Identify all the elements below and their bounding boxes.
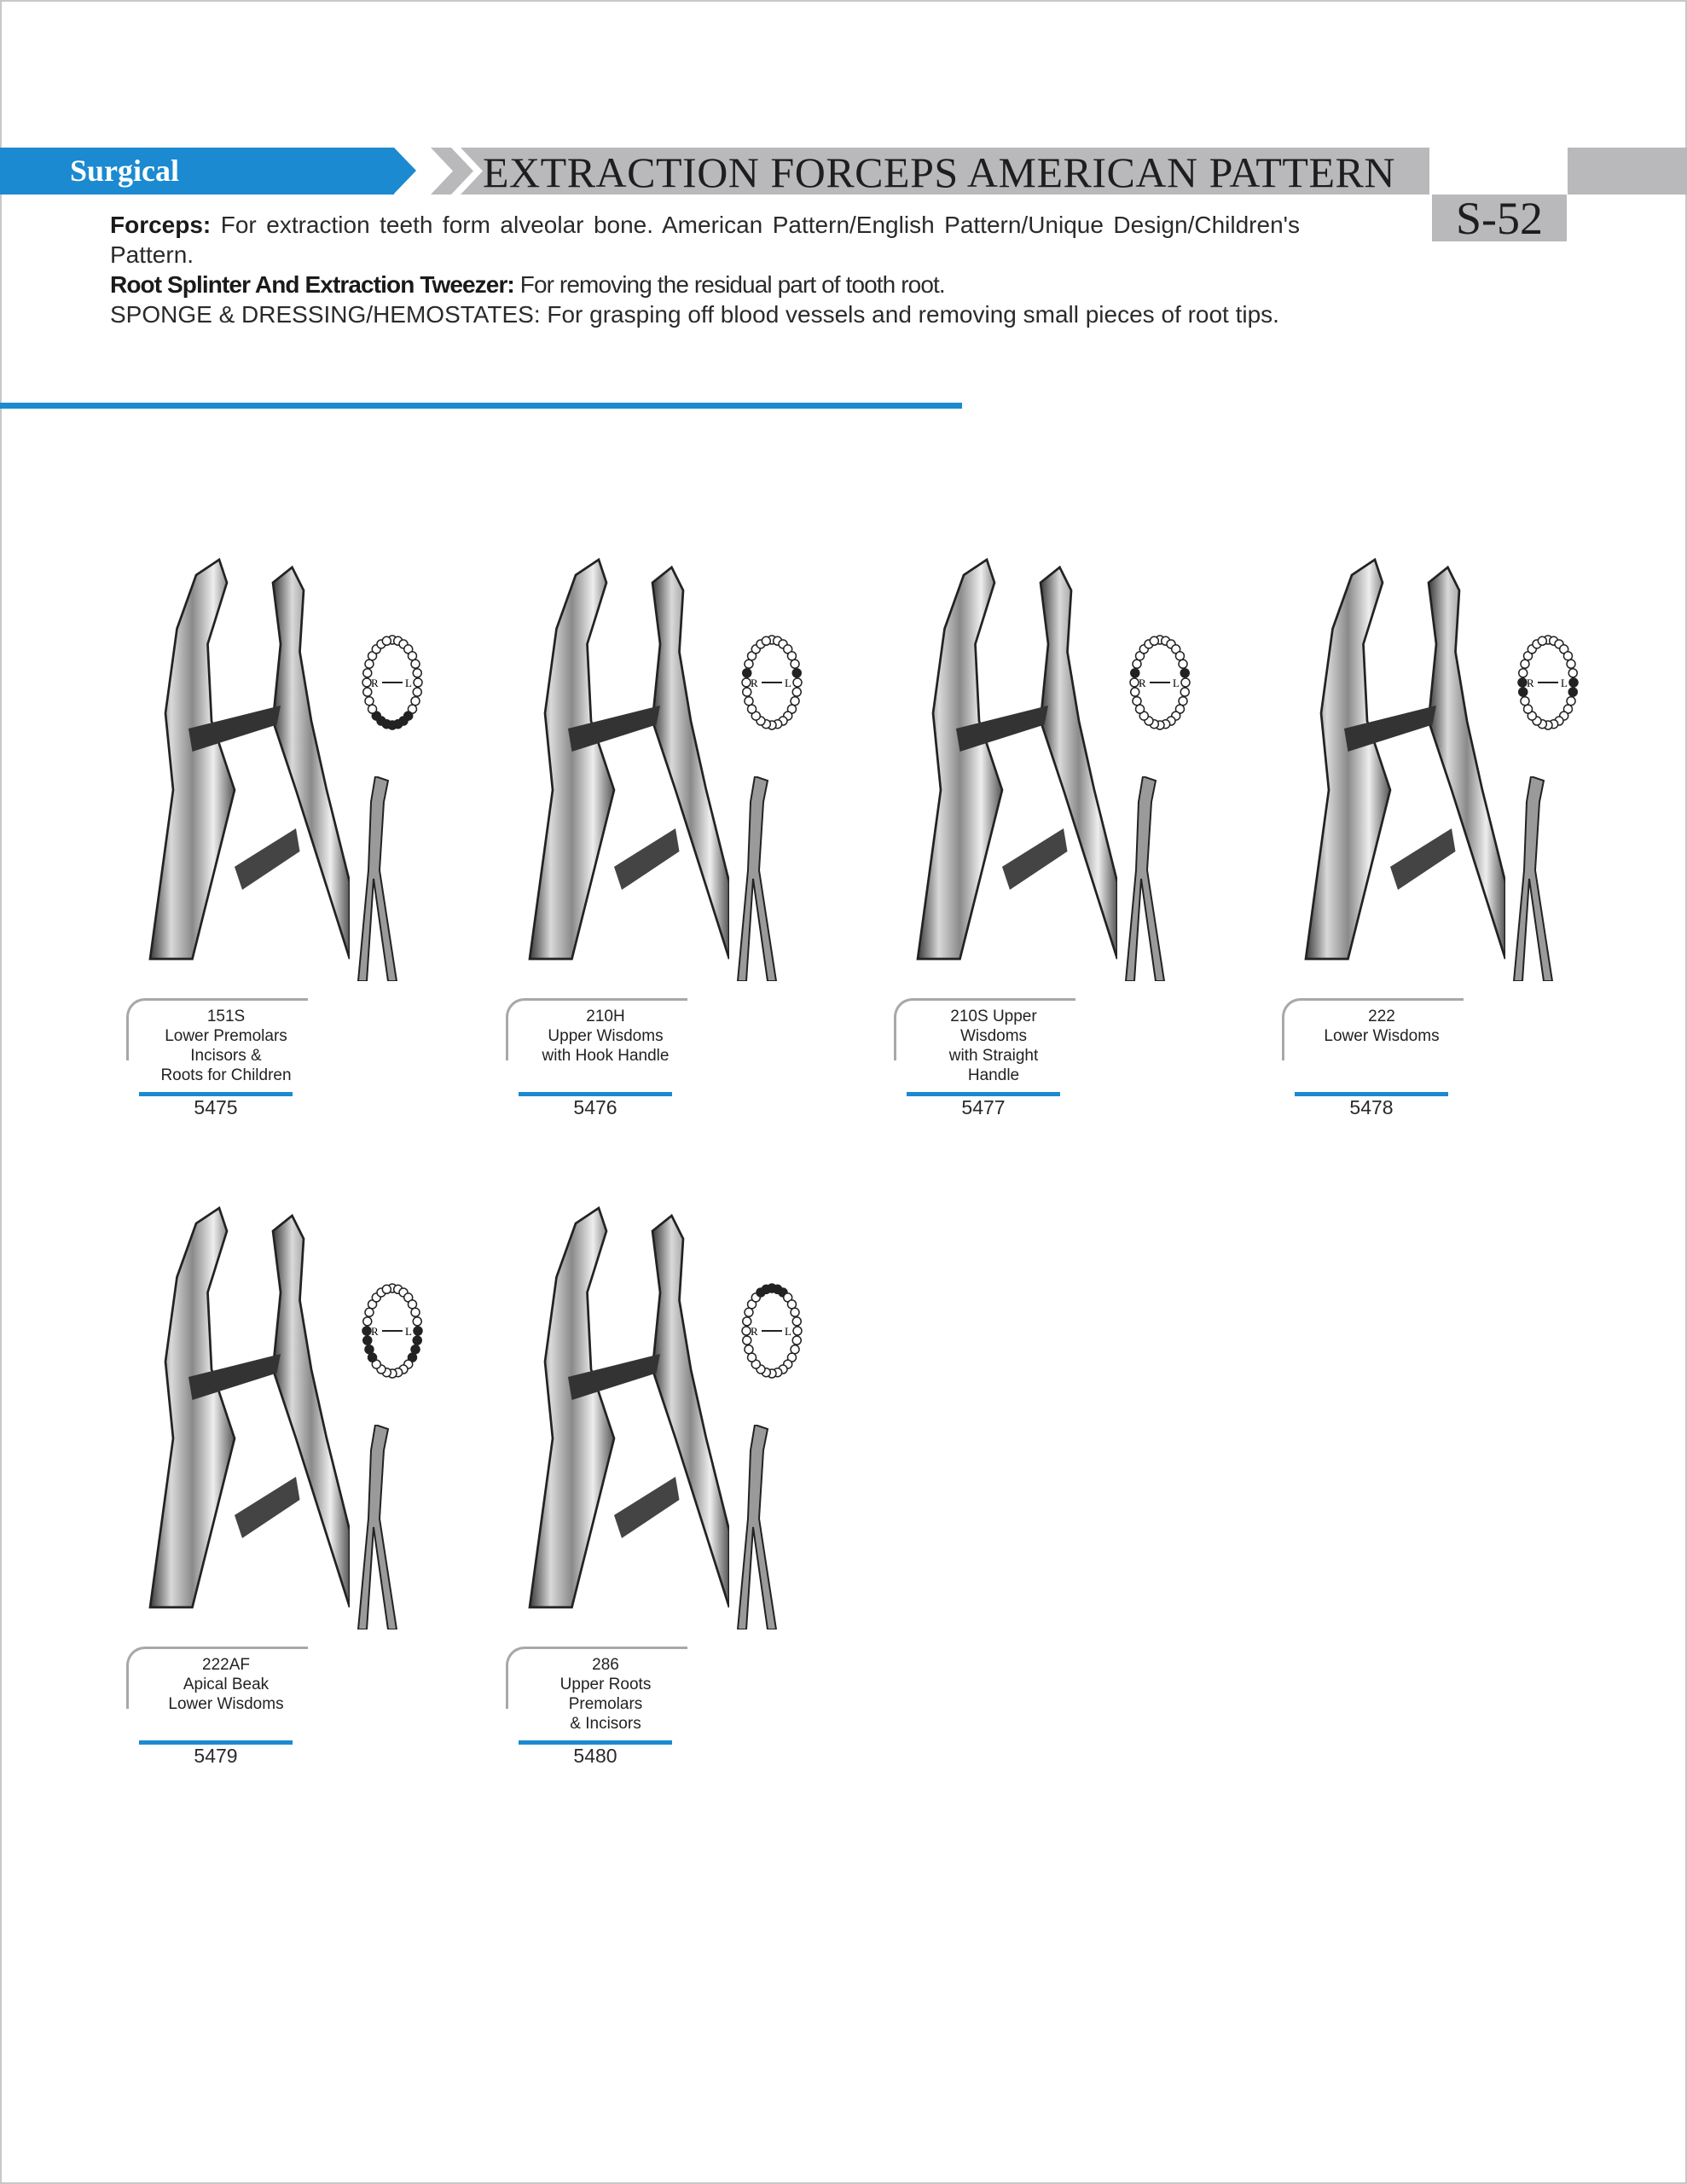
product-code: 5477 [961,1096,1006,1118]
description-line: Roots for Children [160,1066,292,1084]
product-description [128,1655,324,1714]
product-card [499,1186,883,1783]
forceps-image [887,537,1117,985]
page-title: EXTRACTION FORCEPS AMERICAN PATTERN [483,148,1395,196]
forceps-image [499,537,729,985]
description-line: Premolars [568,1695,643,1713]
header-band-right [1568,148,1687,195]
model-number: 210S Upper [950,1008,1037,1025]
forceps-image [499,1186,729,1634]
intro-splinter [110,270,1300,299]
page-border-left [0,0,2,2184]
intro-text [110,210,1300,329]
forceps-profile-image [1505,776,1565,985]
product-card [119,1186,503,1783]
description-line: Wisdoms [959,1027,1028,1045]
jaw-label-right: R [751,677,758,689]
description-line: & Incisors [570,1715,641,1733]
chevron-right-icon [394,148,416,194]
description-line: with Hook Handle [542,1047,670,1065]
section-tab: Surgical [0,148,394,195]
jaw-label-left: L [405,1325,412,1338]
page-code: S-52 [1432,195,1567,241]
forceps-profile-image [729,1425,789,1634]
description-line: Handle [967,1066,1020,1084]
forceps-label: Forceps: [110,212,212,238]
jaw-diagram-icon [358,1280,426,1386]
jaw-diagram-icon [738,1280,806,1386]
jaw-label-left: L [1561,677,1568,689]
description-line: Incisors & [190,1047,262,1065]
splinter-label: Root Splinter And Extraction Tweezer: [110,271,514,298]
forceps-profile-image [350,1425,409,1634]
product-description [507,1655,704,1734]
description-line: Apical Beak [183,1676,270,1693]
product-code: 5479 [194,1745,238,1767]
forceps-profile-image [1117,776,1177,985]
model-number: 222AF [202,1656,250,1674]
forceps-image [119,537,350,985]
product-card [119,537,503,1135]
description-line: Lower Premolars [165,1027,287,1045]
divider [0,403,962,409]
model-number: 222 [1368,1008,1395,1025]
splinter-description: For removing the residual part of tooth root. [519,271,945,298]
jaw-diagram-icon [358,631,426,738]
product-description [1284,1007,1480,1046]
product-description [896,1007,1092,1085]
page-border-top [0,0,1687,2]
jaw-label-right: R [1527,677,1534,689]
jaw-label-left: L [785,677,791,689]
jaw-diagram-icon [1126,631,1194,738]
jaw-label-right: R [1139,677,1146,689]
product-card [887,537,1271,1135]
product-code: 5478 [1349,1096,1394,1118]
product-description [128,1007,324,1085]
product-code: 5480 [573,1745,617,1767]
product-description [507,1007,704,1066]
description-line: Upper Roots [559,1676,652,1693]
intro-sponge: SPONGE & DRESSING/HEMOSTATES: For grasping off blood vessels and removing small pieces of root tips. [110,301,1279,328]
description-line: Lower Wisdoms [168,1695,284,1713]
forceps-image [1275,537,1505,985]
forceps-profile-image [729,776,789,985]
forceps-description: For extraction teeth form alveolar bone. American Pattern/English Pattern/Unique Design/Children's Pattern. [110,212,1300,268]
product-card [499,537,883,1135]
product-card [1275,537,1659,1135]
jaw-label-right: R [371,1325,379,1338]
product-code: 5475 [194,1096,238,1118]
model-number: 151S [206,1008,246,1025]
model-number: 210H [586,1008,625,1025]
forceps-image [119,1186,350,1634]
description-line: Lower Wisdoms [1324,1027,1440,1045]
jaw-label-right: R [371,677,379,689]
jaw-label-left: L [1173,677,1180,689]
forceps-profile-image [350,776,409,985]
jaw-diagram-icon [738,631,806,738]
description-line: with Straight [948,1047,1039,1065]
product-code: 5476 [573,1096,617,1118]
intro-forceps [110,210,1300,270]
model-number: 286 [592,1656,619,1674]
jaw-label-left: L [785,1325,791,1338]
description-line: Upper Wisdoms [548,1027,664,1045]
jaw-diagram-icon [1514,631,1582,738]
jaw-label-right: R [751,1325,758,1338]
jaw-label-left: L [405,677,412,689]
